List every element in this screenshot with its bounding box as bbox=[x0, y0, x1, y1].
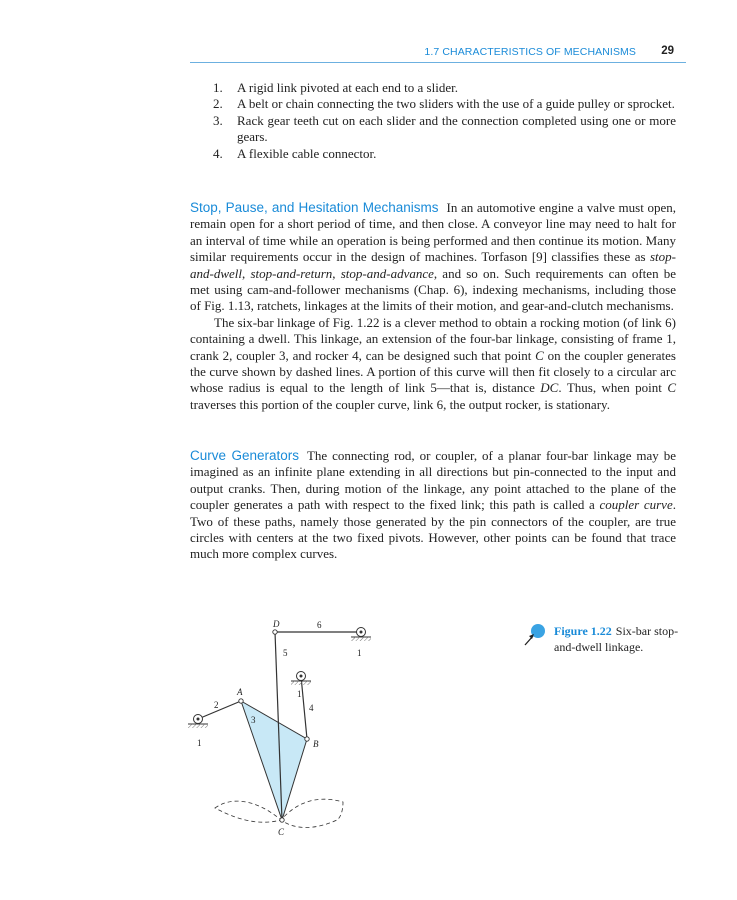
italic-term: C bbox=[535, 347, 544, 363]
caption-text bbox=[554, 624, 694, 655]
italic-term: DC bbox=[540, 380, 559, 396]
caption-label: Figure 1.22 bbox=[554, 624, 612, 638]
text-run: . Thus, when point bbox=[558, 380, 668, 396]
stop-heading: Stop, Pause, and Hesitation Mechanisms bbox=[190, 200, 439, 215]
numbered-list bbox=[190, 80, 676, 162]
page-number: 29 bbox=[661, 45, 674, 57]
pin-joint-d bbox=[273, 630, 277, 634]
list-item bbox=[190, 113, 676, 146]
curve-heading: Curve Generators bbox=[190, 448, 299, 463]
curve-section bbox=[190, 448, 676, 563]
text-run: . Two of these paths, namely those generated by the pin connectors of the coupler, are true circles with centers at the two fixed pivots. However, other points can be found that trace much more complex curves. bbox=[190, 497, 676, 562]
caption-body: Six-bar stop-and-dwell linkage. bbox=[554, 624, 679, 654]
list-item bbox=[190, 96, 676, 112]
label-a: A bbox=[237, 687, 243, 697]
ground-pivot-middle bbox=[291, 672, 311, 686]
label-6: 6 bbox=[317, 620, 322, 630]
italic-term: stop-and-advance bbox=[340, 265, 434, 281]
crank-link-2 bbox=[198, 701, 241, 719]
text-run: on the coupler generates the curve shown by dashed lines. A portion of this curve will then fit closely to a circular arc whose radius is equal to the length of link 5—that is, distance bbox=[190, 347, 676, 396]
six-bar-linkage-figure bbox=[185, 612, 385, 844]
stop-paragraph-2 bbox=[190, 315, 676, 413]
label-5: 5 bbox=[283, 648, 288, 658]
running-header bbox=[190, 44, 686, 63]
curve-paragraph bbox=[190, 448, 676, 563]
stop-section bbox=[190, 200, 676, 413]
list-number: 2. bbox=[213, 96, 223, 112]
italic-term: C bbox=[667, 380, 676, 396]
text-run: traverses this portion of the coupler curve, link 6, the output rocker, is stationary. bbox=[190, 396, 610, 412]
rocker-link-4 bbox=[301, 676, 307, 739]
text-run: , bbox=[242, 265, 251, 281]
label-1-left: 1 bbox=[197, 738, 202, 748]
text-run: The six-bar linkage of Fig. 1.22 is a clever method to obtain a rocking motion (of link 6) containing a dwell. This linkage, an extension of the four-bar linkage, consisting of frame 1, crank 2, coupler 3, and rocker 4, can be designed such that point bbox=[190, 314, 676, 363]
label-1-mid: 1 bbox=[297, 689, 302, 699]
text-run: The connecting rod, or coupler, of a planar four-bar linkage may be imagined as an infinite plane extending in all directions but pin-connected to the input and output cranks. Then, during motion of the linkage, any point attached to the plane of the coupler generates a path with respect to the fixed link; this path is called a bbox=[190, 448, 676, 513]
text-run: In an automotive engine a valve must open, remain open for a short period of time, and then close. A conveyor line may need to halt for an interval of time while an operation is being performed and then continue its motion. Many similar requirements occur in the design of machines. Torfason [9] classifies these as bbox=[190, 200, 676, 265]
list-number: 3. bbox=[213, 112, 223, 128]
list-item bbox=[190, 146, 676, 162]
section-title: 1.7 CHARACTERISTICS OF MECHANISMS bbox=[424, 46, 636, 58]
list-item bbox=[190, 80, 676, 96]
list-number: 1. bbox=[213, 80, 223, 95]
label-3: 3 bbox=[251, 715, 256, 725]
figure-pointer-icon bbox=[522, 622, 548, 648]
list-text: Rack gear teeth cut on each slider and the connection completed using one or more gears. bbox=[237, 112, 676, 145]
list-text: A belt or chain connecting the two sliders with the use of a guide pulley or sprocket. bbox=[237, 96, 675, 112]
pin-joint-b bbox=[305, 737, 309, 741]
ground-pivot-right bbox=[351, 628, 371, 642]
list-text: A rigid link pivoted at each end to a slider. bbox=[237, 80, 458, 95]
italic-term: coupler curve bbox=[599, 497, 673, 513]
label-d: D bbox=[273, 619, 280, 629]
italic-term: stop-and-return bbox=[250, 265, 333, 281]
list-text: A flexible cable connector. bbox=[237, 145, 377, 161]
label-b: B bbox=[313, 739, 319, 749]
text-run: , and so on. Such requirements can often be met using cam-and-follower mechanisms (Chap. 6), indexing mechanisms, including those of Fig. 1.13, ratchets, linkages at the limits of their motion, and gear-and-clutch mechanisms. bbox=[190, 265, 677, 314]
label-c: C bbox=[278, 827, 285, 837]
list-number: 4. bbox=[213, 145, 223, 161]
stop-paragraph-1 bbox=[190, 200, 676, 315]
label-2: 2 bbox=[214, 700, 219, 710]
pin-joint-a bbox=[239, 699, 243, 703]
italic-term: stop-and-dwell bbox=[190, 249, 676, 281]
pin-joint-c bbox=[280, 818, 284, 822]
label-4: 4 bbox=[309, 703, 314, 713]
text-run: , bbox=[332, 265, 341, 281]
label-1-right: 1 bbox=[357, 648, 362, 658]
